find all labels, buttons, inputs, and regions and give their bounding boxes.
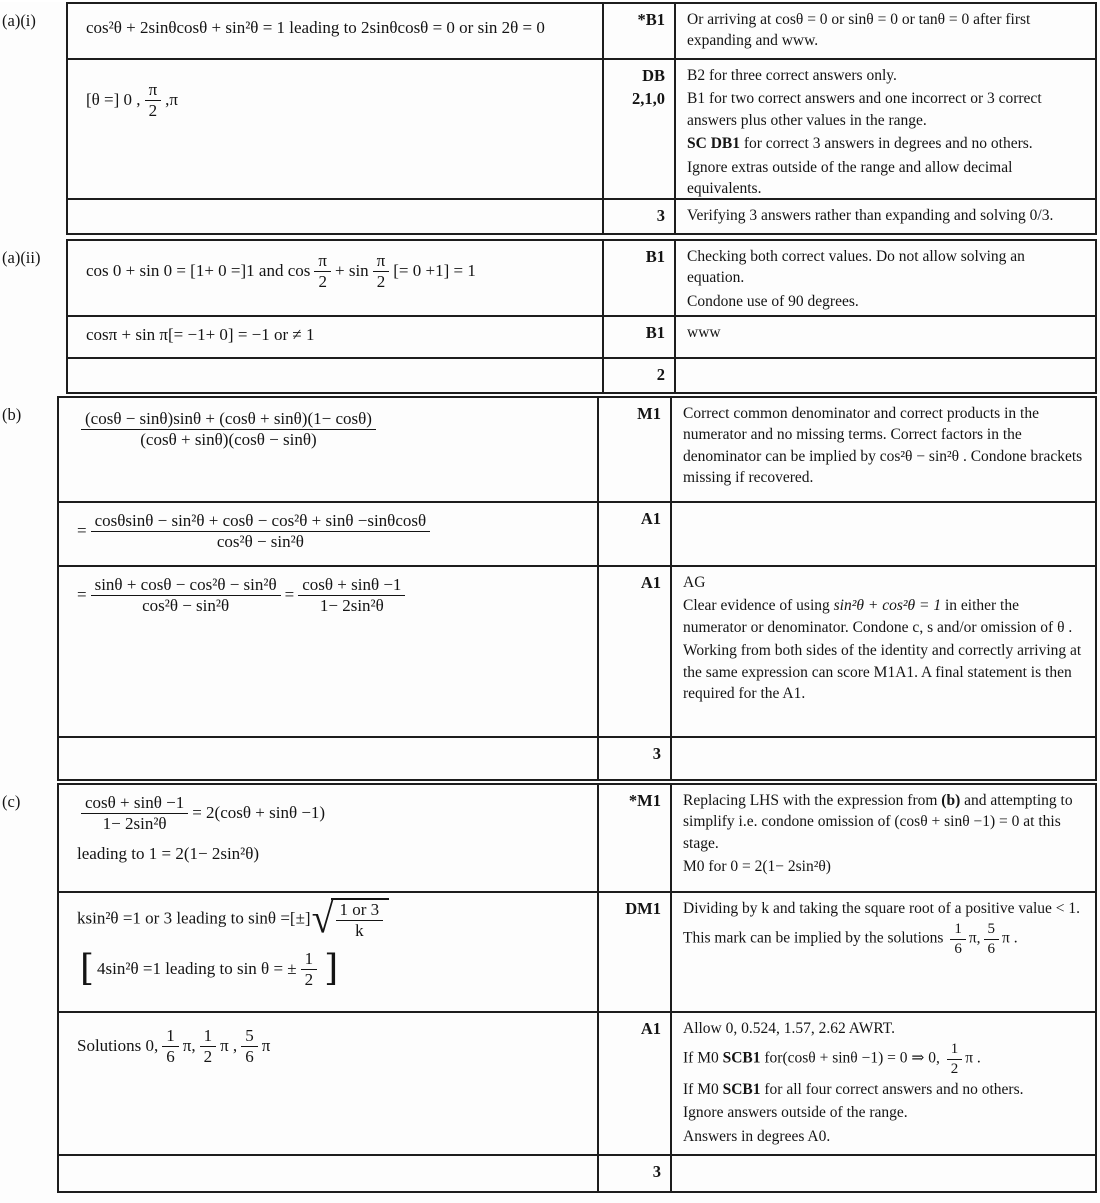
mark-label: 2 [656,365,665,384]
section-part-c [0,783,1100,1193]
mark-label: DB [642,66,665,85]
text-segment: Solutions 0, [77,1035,159,1055]
working-line [77,1026,589,1068]
scheme-row [59,1011,1095,1154]
note-line [687,322,1085,343]
working-cell [68,60,602,198]
mark-cell [597,398,670,501]
mark-cell [597,1156,670,1191]
fraction: $\frac{\text{cosθsinθ − sin²θ + cosθ − cos²θ + sinθ −sinθcosθ}}{\text{cos²θ − sin²θ}}$ [91,512,431,552]
mark-cell [602,200,674,233]
working-line [77,895,589,943]
text-segment: π, [182,1035,196,1055]
radical-sign-icon: √ [311,895,334,943]
text-segment: If M0 [683,1049,723,1067]
mark-label: A1 [640,1019,661,1038]
scheme-row [68,357,1095,392]
fraction: $\frac{1}{2}$ [947,1041,963,1076]
text-segment: This mark can be implied by the solutions [683,929,948,947]
note-line [683,1102,1085,1123]
working-cell [59,1013,597,1154]
text-segment: + sin [334,260,369,280]
scheme-row [59,785,1095,891]
scheme-row [59,398,1095,501]
mark-cell [597,567,670,736]
working-cell [68,359,602,392]
working-line [86,251,594,293]
mark-label: 3 [656,206,665,225]
mark-cell [602,317,674,357]
fraction: $\frac{1}{6}$ [950,921,966,956]
mark-label: 3 [652,744,661,763]
text-segment: Condone use of 90 degrees. [687,292,859,310]
mark-cell [597,738,670,779]
notes-cell [670,1156,1095,1191]
notes-cell [674,241,1095,315]
notes-cell [670,398,1095,501]
text-segment: B1 for two correct answers and one incorrect or 3 correct answers plus other values in the range. [687,90,1042,129]
fraction: $\frac{1 or 3}{k}$ [336,901,384,941]
working-cell [68,4,602,58]
working-cell [59,503,597,565]
fraction: $\frac{5}{6}$ [984,921,1000,956]
note-line [683,1018,1085,1039]
mark-label: A1 [640,573,661,592]
mark-cell [602,60,674,198]
mark-cell [602,241,674,315]
working-line [77,575,589,617]
text-segment: www [687,324,721,341]
working-cell [59,398,597,501]
tall-bracket: [ [80,947,95,989]
text-segment: π , [220,1035,238,1055]
scheme-row [59,736,1095,779]
part-label-c: (c) [2,792,21,811]
fraction: $\frac{1}{2}$ [200,1027,217,1067]
working-cell [59,785,597,891]
text-segment: for all four correct answers and no others. [760,1080,1024,1098]
working-line [86,80,594,122]
text-segment: M0 for 0 = 2(1− 2sin²θ) [683,858,831,876]
working-cell [59,1156,597,1191]
scheme-row [68,315,1095,357]
text-segment: π . [1002,929,1018,947]
text-segment: cosπ + sin π[= −1+ 0] = −1 or ≠ 1 [86,325,315,344]
text-segment: Checking both correct values. Do not allow solving an equation. [687,248,1025,287]
note-line [683,572,1085,593]
scheme-row [59,891,1095,1011]
notes-cell [674,4,1095,58]
mark-cell [602,359,674,392]
note-line [683,921,1085,956]
scheme-table-c [57,783,1097,1193]
text-segment: AG [683,574,706,591]
fraction: $\frac{\pi}{2}$ [373,252,390,292]
text-segment: Dividing by k and taking the square root of a positive value < 1. [683,900,1081,917]
note-line [687,205,1085,226]
working-line [86,17,594,40]
text-segment: Working from both sides of the identity and correctly arriving at the same expression can score M1A1. A final statement is then required for the A1. [683,642,1082,702]
part-label-a-ii: (a)(ii) [2,248,41,267]
working-line [77,511,589,553]
mark-label: *M1 [628,791,661,810]
fraction: $\frac{1}{6}$ [162,1027,179,1067]
working-line [77,843,589,866]
scheme-table-a-ii [66,239,1097,394]
scheme-row [68,241,1095,315]
section-part-b [0,396,1100,781]
mark-cell [597,893,670,1011]
note-line [683,640,1085,704]
part-label-b: (b) [2,405,22,424]
working-cell [59,567,597,736]
text-segment: for correct 3 answers in degrees and no others. [739,135,1033,153]
text-segment: for(cosθ + sinθ −1) = 0 ⇒ 0, [760,1049,944,1067]
notes-cell [674,60,1095,198]
mark-label: *B1 [637,10,665,29]
scheme-row [68,4,1095,58]
text-segment: = 2(cosθ + sinθ −1) [192,802,326,822]
working-cell [59,738,597,779]
note-line [683,1126,1085,1147]
notes-cell [670,567,1095,736]
note-line [683,898,1085,919]
fraction: $\frac{\text{sinθ + cosθ − cos²θ − sin²θ}}{\text{cos²θ − sin²θ}}$ [91,576,281,616]
text-segment: [θ =] 0 , [86,89,141,109]
text-segment: 4sin²θ =1 leading to sin θ = ± [97,958,297,978]
text-segment: Ignore answers outside of the range. [683,1104,908,1122]
text-segment: cos 0 + sin 0 = [1+ 0 =]1 and cos [86,260,311,280]
scheme-row [59,501,1095,565]
note-line [683,1041,1085,1076]
text-segment: ,π [165,89,178,109]
working-cell [59,893,597,1011]
working-line [77,949,589,991]
working-cell [68,200,602,233]
text-segment: [= 0 +1] = 1 [393,260,476,280]
text-segment: π, [968,929,981,947]
mark-cell [597,1013,670,1154]
text-segment: B2 for three correct answers only. [687,67,897,84]
square-root [311,895,390,943]
notes-cell [674,359,1095,392]
fraction: $\frac{\cos\theta + \sin\theta -1}{\text{1− 2sin²θ}}$ [298,576,405,616]
text-segment: SCB1 [722,1049,761,1067]
fraction: $\frac{\cos\theta + \sin\theta -1}{\text{1− 2sin²θ}}$ [81,794,188,834]
text-segment: Replacing LHS with the expression from [683,792,942,809]
scheme-row [68,198,1095,233]
text-segment: ksin²θ =1 or 3 leading to sinθ =[±] [77,908,311,928]
text-segment: leading to 1 = 2(1− 2sin²θ) [77,843,260,863]
mark-label: B1 [645,323,665,342]
notes-cell [674,317,1095,357]
scheme-table-b [57,396,1097,781]
mark-cell [597,503,670,565]
text-segment: and attempting to simplify i.e. condone omission of (cosθ + sinθ −1) = 0 at this stage. [683,792,1073,852]
note-line [687,88,1085,131]
note-line [683,595,1085,638]
notes-cell [674,200,1095,233]
text-segment: Verifying 3 answers rather than expanding and solving 0/3. [687,207,1054,224]
mark-label: A1 [640,509,661,528]
notes-cell [670,893,1095,1011]
mark-cell [602,4,674,58]
mark-label: B1 [645,247,665,266]
text-segment: Ignore extras outside of the range and allow decimal equivalents. [687,158,1013,197]
mark-label: 3 [652,1162,661,1181]
notes-cell [670,503,1095,565]
notes-cell [670,1013,1095,1154]
scheme-row [68,58,1095,198]
section-part-a-ii [0,239,1100,394]
fraction: $\frac{(\cos\theta - \sin\theta)\sin\theta + (\cos\theta + \sin\theta)(1- \cos\theta)}{(\cos\theta + \sin\theta)(\cos\theta - \sin\theta)}$ [81,410,376,450]
fraction: $\frac{1}{2}$ [301,950,318,990]
text-segment: Answers in degrees A0. [683,1127,831,1145]
mark-label: M1 [637,404,661,423]
working-cell [68,317,602,357]
text-segment: in either the numerator or denominator. Condone c, s and/or omission of θ . [683,597,1073,636]
scheme-row [59,1154,1095,1191]
note-line [687,9,1085,52]
note-line [683,856,1085,877]
notes-cell [670,738,1095,779]
text-segment: sin²θ + cos²θ = 1 [833,597,942,615]
text-segment: Correct common denominator and correct products in the numerator and no missing terms. Correct factors in the denominator can be implied by cos²θ − sin²θ . Condone brackets missing if recovered. [683,405,1083,487]
working-cell [68,241,602,315]
part-label-a-i: (a)(i) [2,11,36,30]
note-line [683,1079,1085,1100]
mark-label: DM1 [625,899,661,918]
text-segment: Allow 0, 0.524, 1.57, 2.62 AWRT. [683,1020,895,1037]
text-segment: cos²θ + 2sinθcosθ + sin²θ = 1 leading to 2sinθcosθ = 0 or sin 2θ = 0 [86,18,545,37]
scheme-table-a-i [66,2,1097,235]
tall-bracket: ] [324,947,339,989]
section-part-a-i [0,2,1100,235]
mark-scheme-page [0,2,1100,1203]
working-line [77,409,589,451]
note-line [687,246,1085,289]
fraction: $\frac{\pi}{2}$ [145,81,162,121]
mark-label: 2,1,0 [632,88,665,108]
note-line [687,133,1085,154]
working-line [77,793,589,835]
text-segment: If M0 [683,1080,723,1098]
note-line [683,403,1085,489]
text-segment: (b) [941,792,961,809]
text-segment: = [77,584,87,604]
text-segment: Clear evidence of using [683,597,834,615]
scheme-row [59,565,1095,736]
working-line [86,324,594,347]
text-segment: = [284,584,295,604]
notes-cell [670,785,1095,891]
text-segment: Or arriving at cosθ = 0 or sinθ = 0 or tanθ = 0 after first expanding and www. [687,11,1031,50]
text-segment: SCB1 [722,1080,761,1098]
text-segment: = [77,520,87,540]
note-line [683,790,1085,854]
fraction: $\frac{\pi}{2}$ [314,252,331,292]
note-line [687,65,1085,86]
fraction: $\frac{5}{6}$ [241,1027,258,1067]
note-line [687,157,1085,199]
note-line [687,291,1085,312]
text-segment: SC DB1 [687,135,740,153]
text-segment: π . [965,1049,981,1067]
text-segment: π [261,1035,271,1055]
mark-cell [597,785,670,891]
